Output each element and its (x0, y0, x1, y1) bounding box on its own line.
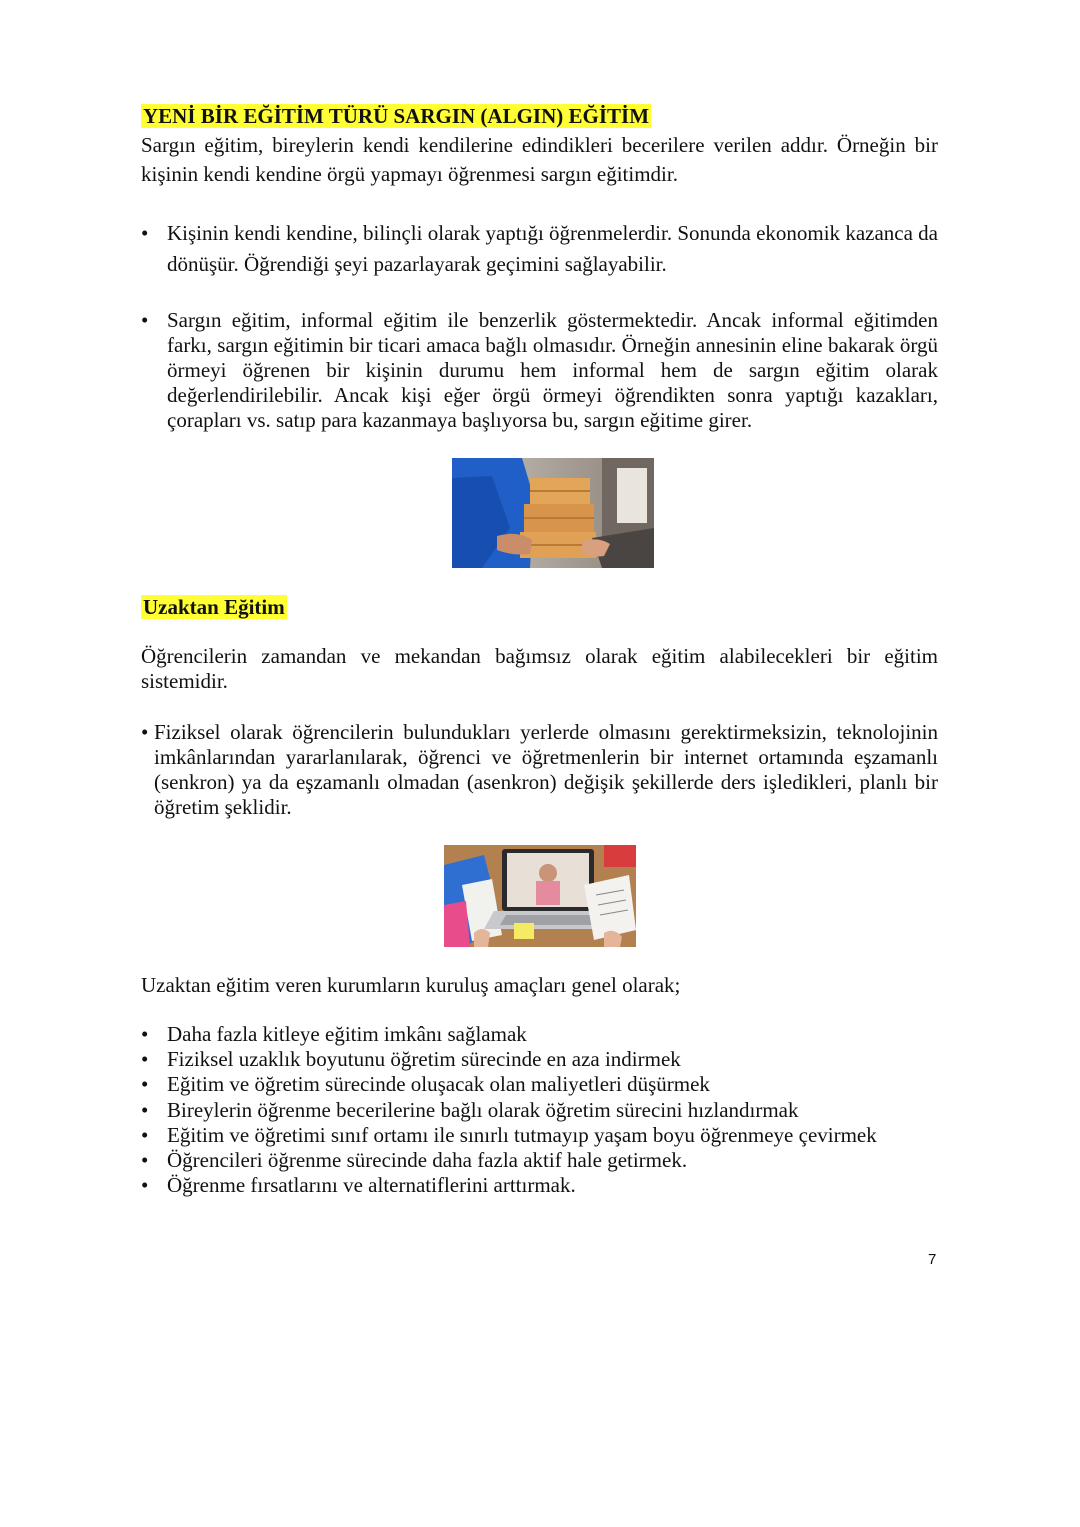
list-item-text: Bireylerin öğrenme becerilerine bağlı olarak öğretim sürecini hızlandırmak (167, 1097, 799, 1122)
bullet-dot: • (141, 1072, 149, 1097)
delivery-boxes-illustration (452, 458, 654, 568)
bullet-dot: • (141, 1022, 149, 1046)
purpose-list (141, 1022, 938, 1198)
list-item-text: Öğrenme fırsatlarını ve alternatiflerini arttırmak. (167, 1173, 576, 1198)
online-lesson-photo (444, 845, 636, 947)
highlighted-title: YENİ BİR EĞİTİM TÜRÜ SARGIN (ALGIN) EĞİTİM (143, 104, 650, 128)
bullet-text: Kişinin kendi kendine, bilinçli olarak yaptığı öğrenmelerdir. Sonunda ekonomik kazanca da dönüşür. Öğrendiği şeyi pazarlayarak geçimini sağlayabilir. (167, 221, 938, 276)
bullet-item (141, 218, 938, 280)
list-item-text: Fiziksel uzaklık boyutunu öğretim sürecinde en aza indirmek (167, 1047, 681, 1072)
list-item (141, 1123, 938, 1148)
bullet-dot: • (141, 308, 149, 332)
section-title-sargin-egitim (141, 103, 651, 129)
bullet-dot: • (141, 1097, 149, 1122)
list-item-text: Daha fazla kitleye eğitim imkânı sağlamak (167, 1022, 527, 1046)
bullet-dot: • (141, 1173, 149, 1198)
list-item (141, 1148, 938, 1173)
bullet-text: Fiziksel olarak öğrencilerin bulundukları yerlerde olmasını gerektirmeksizin, teknolojinin imkânlarından yararlanılarak, öğrenci ve öğretmenlerin bir internet ortamında eşzamanlı (senkron) ya da eşzamanlı olmadan (asenkron) değişik şekillerde ders işledikleri, planlı bir öğretim şeklidir. (154, 720, 938, 819)
bullet-dot: • (141, 1047, 149, 1072)
bullet-dot: • (141, 1148, 149, 1173)
bullet-item (141, 308, 938, 433)
purpose-intro: Uzaktan eğitim veren kurumların kuruluş amaçları genel olarak; (141, 973, 681, 997)
bullet-item (141, 720, 938, 820)
laptop-desk-illustration (444, 845, 636, 947)
uzaktan-intro-paragraph: Öğrencilerin zamandan ve mekandan bağımsız olarak eğitim alabilecekleri bir eğitim sistemidir. (141, 644, 938, 693)
list-item (141, 1047, 938, 1072)
sargin-intro-paragraph: Sargın eğitim, bireylerin kendi kendilerine edindikleri becerilere verilen addır. Örneğin bir kişinin kendi kendine örgü yapmayı öğrenmesi sargın eğitimdir. (141, 133, 938, 186)
bullet-dot: • (141, 1122, 149, 1147)
list-item-text: Eğitim ve öğretimi sınıf ortamı ile sınırlı tutmayıp yaşam boyu öğrenmeye çevirmek (167, 1122, 877, 1147)
bullet-text: Sargın eğitim, informal eğitim ile benzerlik göstermektedir. Ancak informal eğitimden farkı, sargın eğitimin bir ticari amaca bağlı olmasıdır. Örneğin annesinin eline bakarak örgü örmeyi öğrenen bir kişinin durumu hem informal hem de sargın eğitim olarak değerlendirilebilir. Ancak kişi eğer örgü örmeyi öğrendikten sonra yaptığı kazakları, çorapları vs. satıp para kazanmaya başlıyorsa bu, sargın eğitime girer. (167, 308, 938, 432)
section-title-uzaktan-egitim (141, 594, 287, 620)
list-item (141, 1022, 938, 1047)
list-item (141, 1072, 938, 1097)
bullet-dot: • (141, 720, 149, 744)
delivery-boxes-photo (452, 458, 654, 568)
list-item (141, 1098, 938, 1123)
highlighted-title: Uzaktan Eğitim (143, 595, 285, 619)
list-item (141, 1173, 938, 1198)
list-item-text: Öğrencileri öğrenme sürecinde daha fazla aktif hale getirmek. (167, 1148, 688, 1173)
page-number: 7 (928, 1251, 937, 1268)
list-item-text: Eğitim ve öğretim sürecinde oluşacak olan maliyetleri düşürmek (167, 1072, 710, 1097)
bullet-dot: • (141, 221, 149, 245)
